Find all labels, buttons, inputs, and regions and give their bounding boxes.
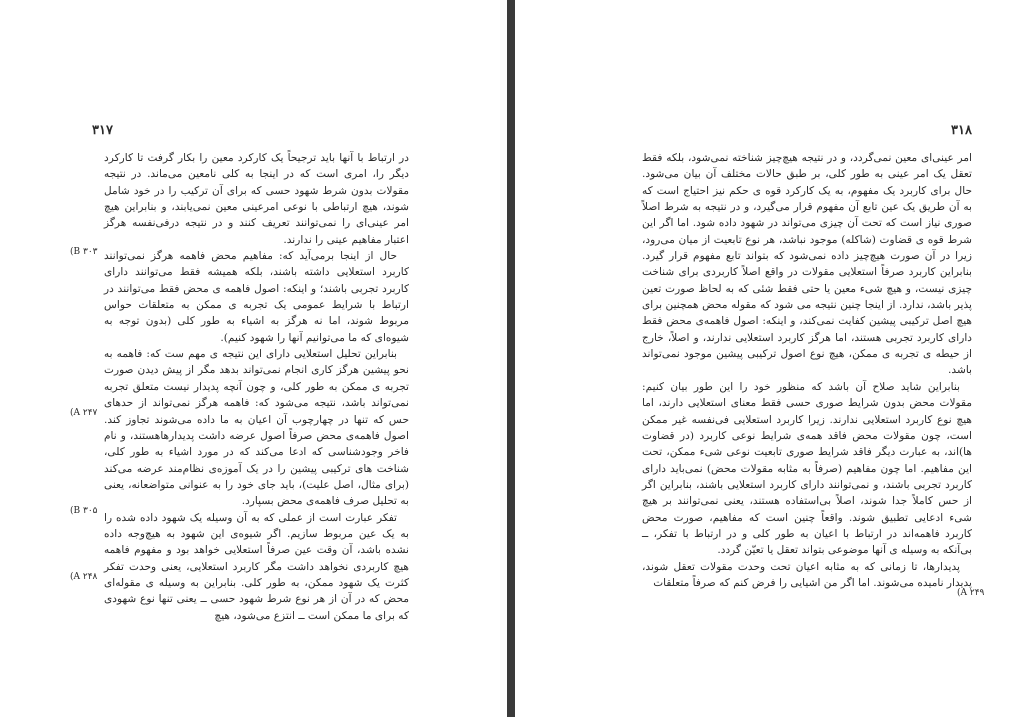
- page-number: ۳۱۸: [951, 123, 972, 138]
- paragraph: تفکر عبارت است از عملی که به آن وسیله یک شهود داده شده را به یک عین مربوط سازیم. اگر شیوه‌ی این شهود به هیچ‌وجه داده نشده باشد، آن وقت عین صرفاً استعلایی خواهد بود و مفهوم فاهمه هیچ کاربردی نخواهد داشت مگر کاربرد استعلایی، یعنی وحدت تفکر کثرت یک شهود ممکن، به طور کلی. بنابراین به وسیله ی مقوله‌ای محض که در آن از هر نوع شرط شهود حسی ــ یعنی تنها نوع شهودی که برای ما ممکن است ــ انتزع می‌شود، هیچ: [104, 511, 409, 622]
- right-page: [515, 0, 1024, 717]
- paragraph: بنابراین شاید صلاح آن باشد که منظور خود را این طور بیان کنیم: مقولات محض بدون شرایط صوری حسی فقط معنای استعلایی دارند، اما هیچ نوع کاربرد استعلایی ندارند. زیرا کاربرد استعلایی فی‌نفسه غیر ممکن است، چون مقولات محض فاقد همه‌ی شرایط نوعی کاربرد (در قضاوت ها)اند، به عبارت دیگر فاقد شرایط صوری تابعیت نوعی شیء ممکن، تحت این مفاهیم. اما چون مفاهیم (صرفاً به مثابه مقولات محض) نمی‌باید دارای کاربرد تجربی باشند، و نمی‌توانند دارای کاربرد استعلایی باشند، بنابراین اگر از حس کاملاً جدا شوند، اصلاً بی‌استفاده هستند، یعنی نمی‌توانند بر هیچ شیء ادعایی تطبیق شوند. واقعاً چنین است که مفاهیم، صورت محض کاربرد فاهمه‌اند در ارتباط با اعیان به طور کلی و در ارتباط با تفکر، ــ بی‌آنکه به وسیله ی آنها موضوعی بتواند تعقل یا تعیّن گردد.: [642, 380, 972, 557]
- paragraph: حال از اینجا برمی‌آید که: مفاهیم محض فاهمه هرگز نمی‌توانند کاربرد استعلایی داشته باشند، بلکه همیشه فقط می‌توانند دارای کاربرد تجربی باشند؛ و اینکه: اصول فاهمه ی محض فقط می‌توانند در ارتباط با شرایط عمومی یک تجربه ی ممکن به متعلقات حواس مربوط شوند، اما نه هرگز به اشیاء به طور کلی (بدون توجه به شیوه‌ای که ما می‌توانیم آنها را شهود کنیم).: [104, 250, 409, 344]
- margin-reference: (A ۲۴۷: [70, 408, 98, 418]
- body-text: [104, 150, 409, 624]
- paragraph: پدیدارها، تا زمانی که به مثابه اعیان تحت وحدت مقولات تعقل شوند، پدیدار نامیده می‌شوند. اما اگر من اشیایی را فرض کنم که صرفاً متعلقات: [642, 560, 972, 589]
- paragraph: در ارتباط با آنها باید ترجیحاً یک کارکرد معین را بکار گرفت تا کارکرد دیگر را، امری است که در اینجا به کلی نامعین می‌ماند. در نتیجه مقولات بدون شرط شهود حسی که برای آن ترکیب را در خود شامل شوند، هیچ ارتباطی با نوعی امرعینی معین نمی‌یابند، و بنابراین هیچ امر عینی‌ای را نمی‌توانند تعریف کنند و در نتیجه درفی‌نفسه هرگز اعتبار مفاهیم عینی را ندارند.: [104, 152, 409, 246]
- page-number: ۳۱۷: [92, 123, 113, 138]
- margin-reference: (A ۲۴۹: [957, 588, 985, 598]
- left-page: [0, 0, 507, 717]
- paragraph: بنابراین تحلیل استعلایی دارای این نتیجه ی مهم ست که: فاهمه به نحو پیشین هرگز کاری انجام نمی‌تواند بدهد مگر از پیش دیدن صورت تجربه ی ممکن به طور کلی، و چون آنچه پدیدار نیست متعلق تجربه نمی‌تواند باشد، نتیجه می‌شود که: فاهمه هرگز نمی‌تواند از حدهای حس که تنها در چهارچوب آن اعیان به ما داده می‌شوند تجاوز کند. اصول فاهمه‌ی محض صرفاً اصول عرضه داشت پدیدارهاهستند، و نام فاخر وجودشناسی که ادعا می‌کند که در مورد اشیاء به طور کلی، شناخت های ترکیبی پیشین را در یک آموزه‌ی نظام‌مند عرضه می‌کند (برای مثال، اصل علیت)، باید جای خود را به عنوانی متواضعانه، یعنی به تحلیل صرف فاهمه‌ی محض بسپارد.: [104, 348, 409, 508]
- margin-reference: (A ۲۴۸: [70, 572, 98, 582]
- book-gutter: [507, 0, 515, 717]
- margin-reference: (B ۳۰۵: [70, 506, 98, 516]
- margin-reference: (B ۳۰۳: [70, 247, 98, 257]
- paragraph: امر عینی‌ای معین نمی‌گردد، و در نتیجه هیچ‌چیز شناخته نمی‌شود، بلکه فقط تعقل یک امر عینی به طور کلی، بر طبق حالات مختلف آن بیان می‌شود. حال برای کاربرد یک مفهوم، به یک کارکرد قوه ی حکم نیز احتیاج است که به آن طریق یک عین تابع آن مفهوم قرار می‌گیرد، و در نتیجه به شرط اصلاً صوری نیاز است که تحت آن چیزی می‌تواند در شهود داده شود. اما اگر این شرط قوه ی قضاوت (شاکله) موجود نباشد، هر نوع تابعیت از میان می‌رود، زیرا در آن صورت هیچ‌چیز داده نمی‌شود که بتواند تابع مفهوم قرار گیرد. بنابراین کاربرد صرفاً استعلایی مقولات در واقع اصلاً کاربردی برای شناخت چیزی نیست، و هیچ شیء معین یا حتی فقط شئی که به لحاظ صورت تعین پذیر باشد، ندارد. از اینجا چنین نتیجه می شود که مقوله محض همچنین برای هیچ اصل ترکیبی پیشین کفایت نمی‌کند، و اینکه: اصول فاهمه‌ی محض فقط دارای کاربرد تجربی هستند، اما هرگز کاربرد استعلایی ندارند، و اصلاً، خارج از حیطه ی تجربه ی ممکن، هیچ نوع اصول ترکیبی پیشین موجود نمی‌تواند باشد.: [642, 152, 972, 377]
- body-text: [642, 150, 972, 591]
